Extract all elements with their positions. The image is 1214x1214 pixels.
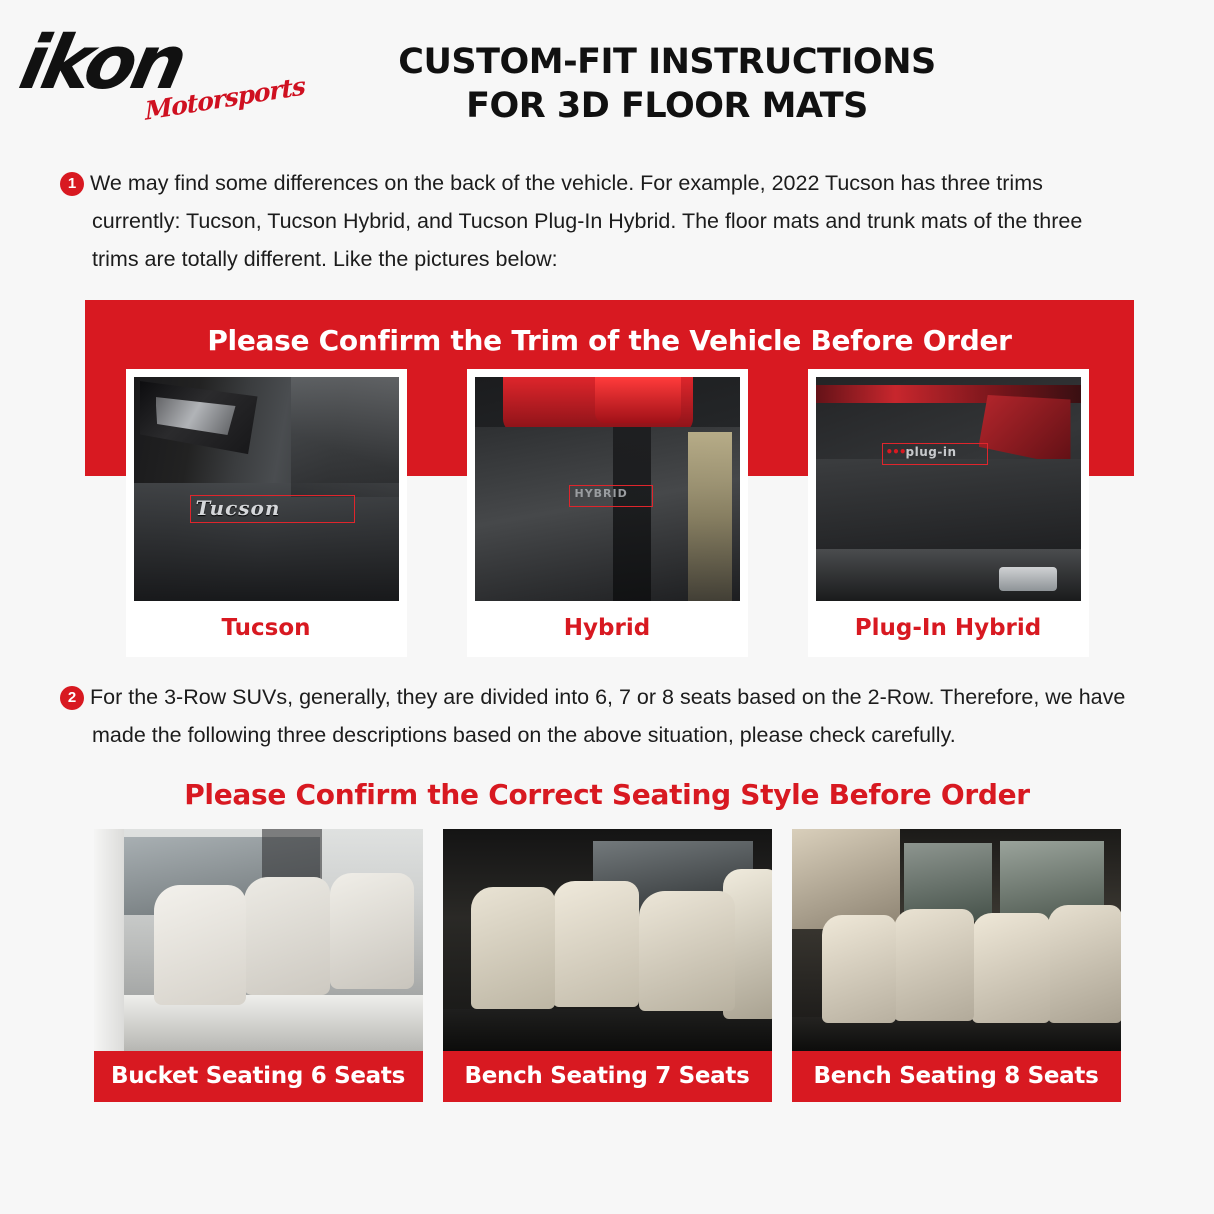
step-2-paragraph: [67, 678, 1126, 754]
seating-caption-bench-8: Bench Seating 8 Seats: [792, 1051, 1121, 1102]
vehicle-rear-photo: [134, 377, 399, 601]
trim-card-label-tucson: Tucson: [221, 615, 311, 641]
trim-card-tucson: [126, 369, 407, 657]
trim-photo-tucson: [134, 377, 399, 601]
trim-section: [0, 300, 1214, 650]
step-1-text: We may find some differences on the back of the vehicle. For example, 2022 Tucson has three trims currently: Tucson, Tucson Hybrid, and Tucson Plug-In Hybrid. The floor mats and trunk mats of the three trims are totally different. Like the pictures below:: [90, 171, 1083, 271]
seating-section-title: Please Confirm the Correct Seating Style Before Order: [184, 778, 1030, 811]
trim-badge-text: Tucson: [195, 496, 281, 520]
page-title-line-2: FOR 3D FLOOR MATS: [466, 86, 868, 126]
trim-card-label-plugin-hybrid: Plug-In Hybrid: [854, 615, 1042, 641]
seating-photo-bench-7: [443, 829, 772, 1051]
brand-logo: [12, 20, 358, 126]
seating-caption-bench-7: Bench Seating 7 Seats: [443, 1051, 772, 1102]
seating-card-bucket-6: [94, 829, 423, 1102]
seating-photo-bucket-6: [94, 829, 423, 1051]
seating-card-bench-7: [443, 829, 772, 1102]
trim-card-label-hybrid: Hybrid: [563, 615, 651, 641]
step-1-number: 1: [60, 172, 84, 196]
interior-photo: [94, 829, 423, 1051]
step-1-paragraph: [67, 164, 1126, 278]
brand-logo-wordmark: ikon: [12, 20, 191, 106]
page-header: [0, 0, 1214, 150]
vehicle-rear-photo: [816, 377, 1081, 601]
trim-banner-title: Please Confirm the Trim of the Vehicle Before Order: [207, 324, 1012, 357]
seating-card-list: [0, 829, 1214, 1102]
page-title-line-1: CUSTOM-FIT INSTRUCTIONS: [398, 42, 936, 82]
step-2-text: For the 3-Row SUVs, generally, they are divided into 6, 7 or 8 seats based on the 2-Row. Therefore, we have made the following three descriptions based on the above situation, please check carefully.: [90, 685, 1126, 747]
seating-card-bench-8: [792, 829, 1121, 1102]
trim-card-plugin-hybrid: [808, 369, 1089, 657]
trim-badge-text: HYBRID: [574, 487, 628, 500]
brand-logo-script: Motorsports: [144, 71, 306, 126]
seating-photo-bench-8: [792, 829, 1121, 1051]
trim-photo-plugin-hybrid: [816, 377, 1081, 601]
trim-badge-text: •••plug-in: [885, 445, 957, 459]
seating-caption-bucket-6: Bucket Seating 6 Seats: [94, 1051, 423, 1102]
interior-photo: [792, 829, 1121, 1051]
interior-photo: [443, 829, 772, 1051]
step-2-number: 2: [60, 686, 84, 710]
vehicle-rear-photo: [475, 377, 740, 601]
trim-card-list: [0, 369, 1214, 657]
trim-card-hybrid: [467, 369, 748, 657]
trim-photo-hybrid: [475, 377, 740, 601]
seating-section: [0, 778, 1214, 1102]
